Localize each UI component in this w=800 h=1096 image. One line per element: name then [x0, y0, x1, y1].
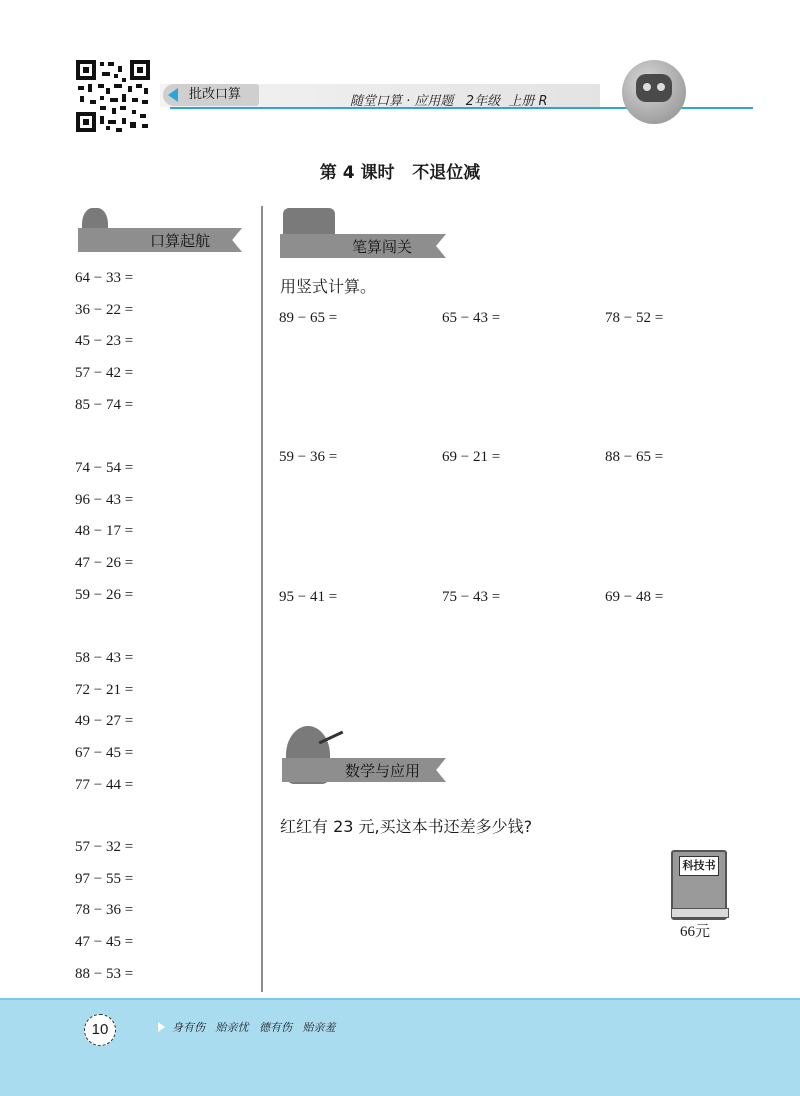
written-problem: 75 − 43 = — [442, 589, 501, 605]
oral-section-title: 口算起航 — [150, 232, 211, 250]
oral-problem: 57 − 32 = — [75, 839, 134, 855]
oral-problem: 97 − 55 = — [75, 871, 134, 887]
written-problem: 69 − 48 = — [605, 589, 664, 605]
tag-arrow-icon — [168, 88, 178, 102]
oral-problem: 74 − 54 = — [75, 460, 134, 476]
grading-tag[interactable]: 批改口算 — [163, 84, 259, 106]
robot-eye-left — [643, 83, 651, 91]
oral-problem: 67 − 45 = — [75, 745, 134, 761]
oral-problem: 36 − 22 = — [75, 302, 134, 318]
written-section-title: 笔算闯关 — [352, 238, 413, 256]
robot-face — [636, 74, 672, 102]
written-problem: 88 − 65 = — [605, 449, 664, 465]
oral-problem: 47 − 26 = — [75, 555, 134, 571]
oral-problem: 48 − 17 = — [75, 523, 134, 539]
motto-arrow-icon — [158, 1022, 165, 1032]
word-problem-question: 红红有 23 元,买这本书还差多少钱? — [280, 817, 533, 836]
book-title: 科技书 — [679, 856, 719, 876]
oral-problem: 88 − 53 = — [75, 966, 134, 982]
written-problem: 59 − 36 = — [279, 449, 338, 465]
footer-band — [0, 1000, 800, 1096]
application-section-title: 数学与应用 — [345, 762, 421, 780]
oral-problem: 47 − 45 = — [75, 934, 134, 950]
oral-problem: 85 − 74 = — [75, 397, 134, 413]
column-divider — [261, 206, 263, 992]
written-problem: 69 − 21 = — [442, 449, 501, 465]
lesson-title: 第 4 课时 不退位减 — [319, 163, 481, 183]
written-problem: 89 − 65 = — [279, 310, 338, 326]
oral-problem: 64 − 33 = — [75, 270, 134, 286]
robot-eye-right — [657, 83, 665, 91]
book-series-title: 随堂口算 · 应用题 2年级 上册 R — [350, 94, 548, 109]
page-number: 10 — [84, 1014, 116, 1046]
book-pages — [671, 908, 729, 918]
oral-problem: 49 − 27 = — [75, 713, 134, 729]
oral-problem: 77 − 44 = — [75, 777, 134, 793]
footer-motto: 身有伤 贻亲忧 德有伤 贻亲羞 — [172, 1021, 336, 1034]
oral-problem: 59 − 26 = — [75, 587, 134, 603]
oral-problem: 96 − 43 = — [75, 492, 134, 508]
written-instruction: 用竖式计算。 — [280, 277, 377, 296]
qr-code[interactable] — [76, 60, 150, 132]
oral-problem: 72 − 21 = — [75, 682, 134, 698]
written-problem: 65 − 43 = — [442, 310, 501, 326]
oral-problem: 45 − 23 = — [75, 333, 134, 349]
written-problem: 78 − 52 = — [605, 310, 664, 326]
oral-problem: 78 − 36 = — [75, 902, 134, 918]
oral-problem: 57 − 42 = — [75, 365, 134, 381]
written-problem: 95 − 41 = — [279, 589, 338, 605]
book-price: 66元 — [680, 924, 711, 940]
oral-problem: 58 − 43 = — [75, 650, 134, 666]
